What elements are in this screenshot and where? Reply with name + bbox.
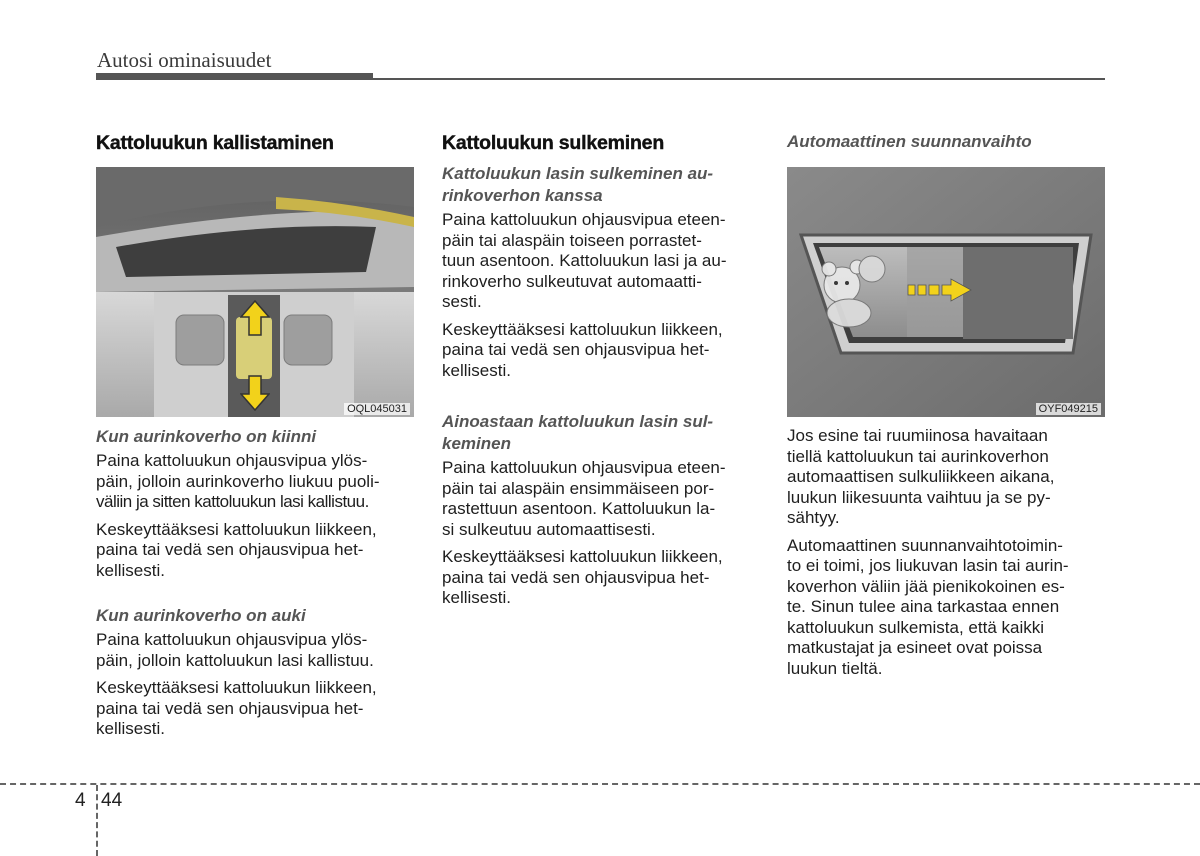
text-line: Kattoluukun lasin sulkeminen au- xyxy=(442,164,714,183)
text-line: luukun liikesuunta vaihtuu ja se py- xyxy=(787,487,1051,507)
column-tilting-text xyxy=(96,426,416,740)
text-line: päin tai alaspäin toiseen porrastet- xyxy=(442,230,702,250)
text-line: Jos esine tai ruumiinosa havaitaan xyxy=(787,426,1048,445)
text-line: rinkoverho sulkeutuvat automaatti- xyxy=(442,271,702,291)
text-line: kellisesti. xyxy=(96,560,165,580)
text-line: Keskeyttääksesi kattoluukun liikkeen, xyxy=(96,678,377,697)
text-line: Paina kattoluukun ohjausvipua ylös- xyxy=(96,630,368,649)
text-line: Paina kattoluukun ohjausvipua eteen- xyxy=(442,210,726,229)
text-line: matkustajat ja esineet ovat poissa xyxy=(787,638,1043,657)
text-line: si sulkeutuu automaattisesti. xyxy=(442,519,656,539)
text-line: Paina kattoluukun ohjausvipua eteen- xyxy=(442,458,726,477)
figure-overhead-console xyxy=(96,167,414,417)
figure-code: OYF049215 xyxy=(1036,403,1101,415)
paragraph xyxy=(787,536,1107,680)
text-line: Keskeyttääksesi kattoluukun liikkeen, xyxy=(442,547,723,566)
text-line: kellisesti. xyxy=(442,588,511,607)
text-line: paina tai vedä sen ohjausvipua het- xyxy=(442,340,710,359)
text-line: väliin ja sitten kattoluukun lasi kallistuu. xyxy=(96,492,369,511)
text-line: to ei toimi, jos liukuvan lasin tai aurin- xyxy=(787,556,1069,575)
text-line: kattoluukun sulkemista, että kaikki xyxy=(787,617,1045,637)
paragraph xyxy=(787,426,1107,529)
text-line: koverhon väliin jää pienikokoinen es- xyxy=(787,576,1065,596)
figure-sunroof-obstruction xyxy=(787,167,1105,417)
subheading-glass-with-shade xyxy=(442,163,762,207)
text-line: Paina kattoluukun ohjausvipua ylös- xyxy=(96,451,368,470)
text-line: tiellä kattoluukun tai aurinkoverhon xyxy=(787,446,1049,466)
header-rule-thick xyxy=(96,73,373,80)
text-line: te. Sinun tulee aina tarkastaa ennen xyxy=(787,597,1060,616)
column-closing xyxy=(442,128,762,609)
text-line: sähtyy. xyxy=(787,508,840,527)
up-arrow-icon xyxy=(240,300,270,336)
subheading-shade-open: Kun aurinkoverho on auki xyxy=(96,606,306,625)
paragraph xyxy=(442,547,762,609)
subheading-glass-only xyxy=(442,411,762,455)
section-heading-closing: Kattoluukun sulkeminen xyxy=(442,132,665,154)
text-line: rastettuun asentoon. Kattoluukun la- xyxy=(442,499,716,518)
text-line: päin tai alaspäin ensimmäiseen por- xyxy=(442,478,715,498)
text-line: paina tai vedä sen ohjausvipua het- xyxy=(442,567,710,587)
subheading-shade-closed: Kun aurinkoverho on kiinni xyxy=(96,427,317,446)
page-number: 44 xyxy=(101,790,123,811)
text-line: Ainoastaan kattoluukun lasin sul- xyxy=(442,412,714,431)
section-heading-tilting: Kattoluukun kallistaminen xyxy=(96,132,334,154)
column-auto-reverse-text xyxy=(787,426,1107,679)
column-tilting xyxy=(96,128,416,155)
paragraph xyxy=(96,678,416,740)
paragraph xyxy=(442,320,762,382)
paragraph xyxy=(442,458,762,540)
chapter-number: 4 xyxy=(75,790,86,811)
text-line: rinkoverhon kanssa xyxy=(442,186,603,205)
footer-dotted-divider xyxy=(96,785,98,856)
text-line: kellisesti. xyxy=(442,360,511,380)
text-line: automaattisen sulkuliikkeen aikana, xyxy=(787,467,1055,486)
text-line: keminen xyxy=(442,434,511,453)
right-arrow-icon xyxy=(907,278,973,302)
text-line: kellisesti. xyxy=(96,719,165,738)
text-line: tuun asentoon. Kattoluukun lasi ja au- xyxy=(442,251,727,270)
figure-code: OQL045031 xyxy=(344,403,410,415)
text-line: Keskeyttääksesi kattoluukun liikkeen, xyxy=(96,519,377,539)
text-line: päin, jolloin aurinkoverho liukuu puoli- xyxy=(96,471,380,491)
header-rule-thin xyxy=(373,78,1105,80)
text-line: sesti. xyxy=(442,292,482,311)
text-line: päin, jolloin kattoluukun lasi kallistuu. xyxy=(96,650,374,670)
paragraph xyxy=(96,630,416,671)
column-auto-reverse xyxy=(787,128,1107,153)
subheading-auto-reverse: Automaattinen suunnanvaihto xyxy=(787,132,1032,151)
text-line: Keskeyttääksesi kattoluukun liikkeen, xyxy=(442,319,723,339)
text-line: luukun tieltä. xyxy=(787,658,883,678)
paragraph xyxy=(96,451,416,513)
header-title: Autosi ominaisuudet xyxy=(97,48,272,72)
text-line: paina tai vedä sen ohjausvipua het- xyxy=(96,698,364,718)
footer-dotted-rule xyxy=(0,783,1200,785)
text-line: Automaattinen suunnanvaihtotoimin- xyxy=(787,535,1063,555)
paragraph xyxy=(442,210,762,313)
down-arrow-icon xyxy=(240,375,270,411)
paragraph xyxy=(96,520,416,582)
text-line: paina tai vedä sen ohjausvipua het- xyxy=(96,540,364,559)
